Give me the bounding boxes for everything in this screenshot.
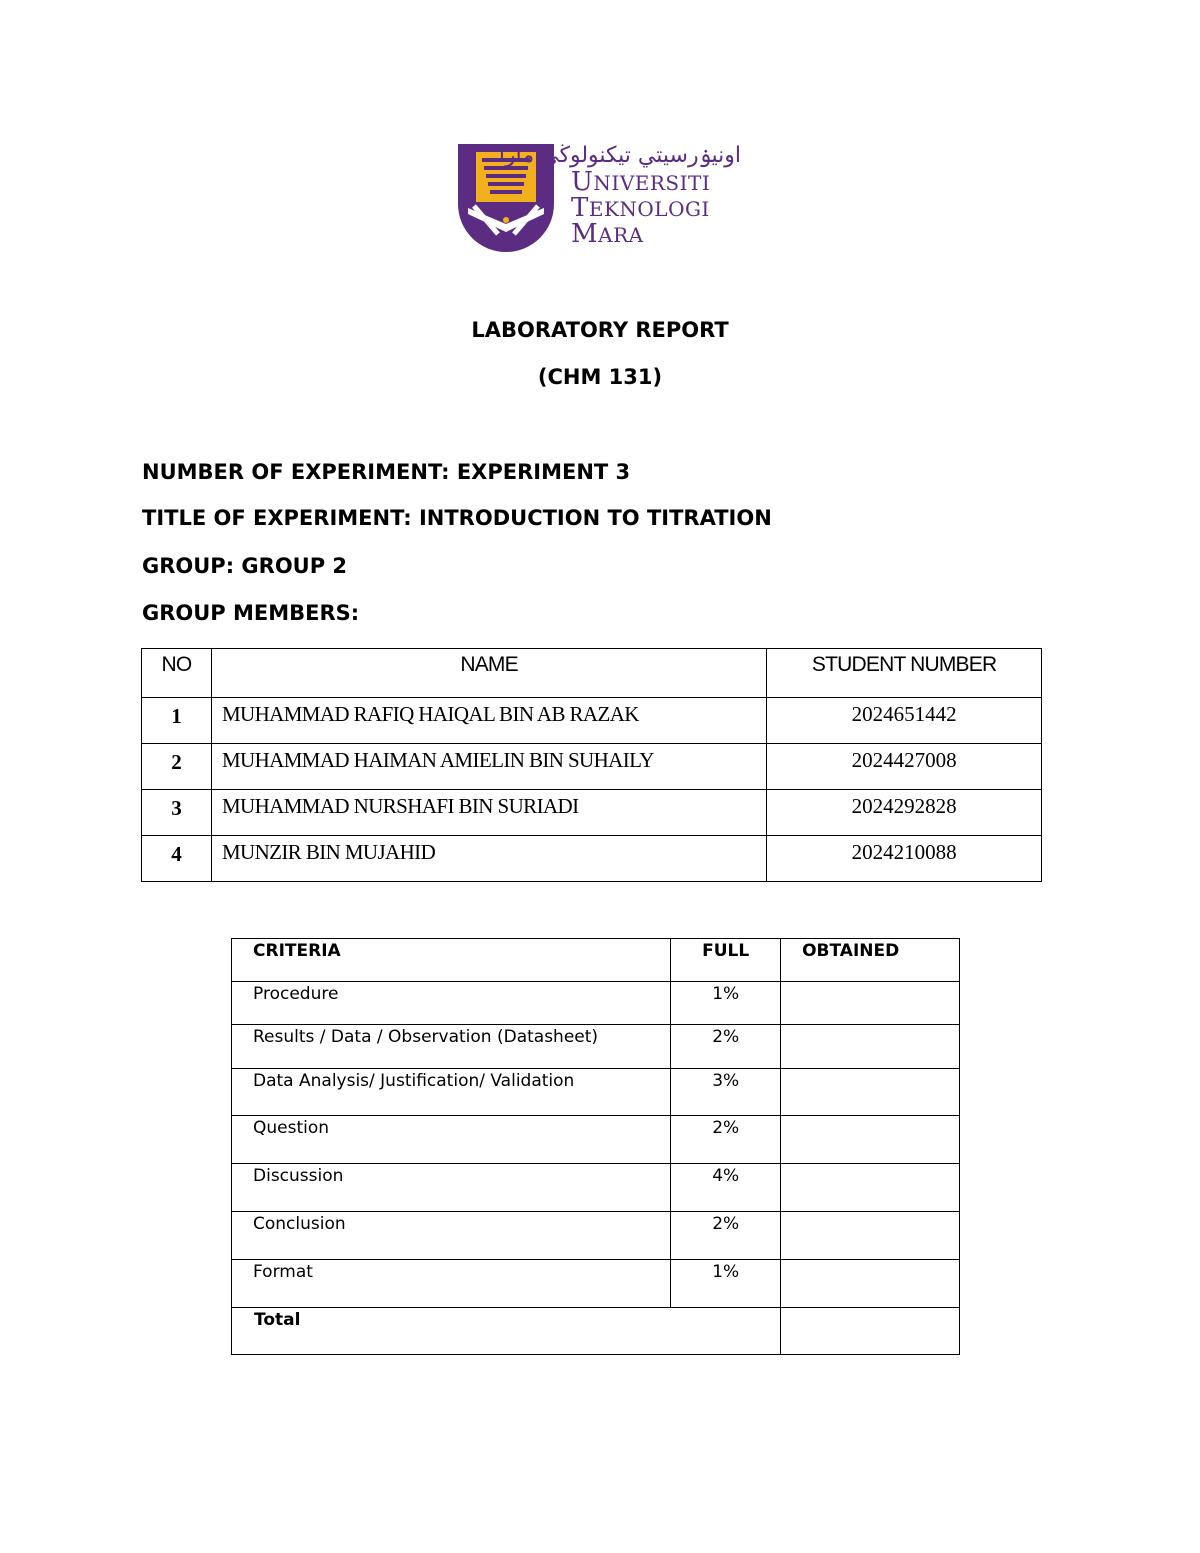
experiment-title: TITLE OF EXPERIMENT: INTRODUCTION TO TITRATION	[142, 506, 772, 530]
criteria-name: Conclusion	[232, 1212, 671, 1260]
header-student-number: STUDENT NUMBER	[767, 649, 1042, 698]
criteria-full: 1%	[671, 982, 781, 1025]
member-name: MUHAMMAD RAFIQ HAIQAL BIN AB RAZAK	[211, 698, 766, 744]
table-row	[232, 1025, 960, 1069]
total-label: Total	[232, 1308, 781, 1355]
criteria-obtained[interactable]	[781, 1260, 960, 1308]
header-name: NAME	[211, 649, 766, 698]
criteria-name: Discussion	[232, 1164, 671, 1212]
table-row	[232, 982, 960, 1025]
member-no: 4	[142, 836, 212, 882]
member-student-number: 2024651442	[767, 698, 1042, 744]
total-obtained[interactable]	[781, 1308, 960, 1355]
table-row	[232, 1069, 960, 1116]
header-full: FULL	[671, 939, 781, 982]
report-title: LABORATORY REPORT	[471, 318, 729, 342]
table-row	[142, 744, 1042, 790]
experiment-number: NUMBER OF EXPERIMENT: EXPERIMENT 3	[142, 460, 631, 484]
university-logo	[458, 142, 748, 254]
criteria-obtained[interactable]	[781, 1025, 960, 1069]
criteria-obtained[interactable]	[781, 1069, 960, 1116]
member-name: MUHAMMAD HAIMAN AMIELIN BIN SUHAILY	[211, 744, 766, 790]
criteria-table	[231, 938, 960, 1355]
member-student-number: 2024427008	[767, 744, 1042, 790]
logo-line-mara: MARA	[571, 219, 644, 249]
criteria-name: Procedure	[232, 982, 671, 1025]
header-no: NO	[142, 649, 212, 698]
member-student-number: 2024210088	[767, 836, 1042, 882]
criteria-full: 2%	[671, 1025, 781, 1069]
table-row	[232, 1116, 960, 1164]
table-row	[232, 1260, 960, 1308]
logo-line-universiti: UNIVERSITI	[571, 167, 711, 197]
criteria-full: 3%	[671, 1069, 781, 1116]
criteria-header-row	[232, 939, 960, 982]
member-name: MUHAMMAD NURSHAFI BIN SURIADI	[211, 790, 766, 836]
member-name: MUNZIR BIN MUJAHID	[211, 836, 766, 882]
table-row	[232, 1164, 960, 1212]
table-row	[232, 1212, 960, 1260]
criteria-full: 1%	[671, 1260, 781, 1308]
member-no: 1	[142, 698, 212, 744]
members-table	[141, 648, 1042, 882]
member-no: 2	[142, 744, 212, 790]
member-student-number: 2024292828	[767, 790, 1042, 836]
group-members-label: GROUP MEMBERS:	[142, 601, 360, 625]
members-header-row	[142, 649, 1042, 698]
course-code: (CHM 131)	[537, 365, 663, 389]
criteria-full: 4%	[671, 1164, 781, 1212]
table-row	[142, 836, 1042, 882]
group-label: GROUP: GROUP 2	[142, 554, 348, 578]
criteria-name: Format	[232, 1260, 671, 1308]
criteria-obtained[interactable]	[781, 1212, 960, 1260]
criteria-full: 2%	[671, 1212, 781, 1260]
total-row	[232, 1308, 960, 1355]
criteria-name: Question	[232, 1116, 671, 1164]
criteria-obtained[interactable]	[781, 1116, 960, 1164]
criteria-name: Data Analysis/ Justification/ Validation	[232, 1069, 671, 1116]
logo-line-teknologi: TEKNOLOGI	[571, 193, 710, 223]
table-row	[142, 790, 1042, 836]
criteria-full: 2%	[671, 1116, 781, 1164]
table-row	[142, 698, 1042, 744]
logo-arabic-text: اونيۏرسيتي تيكنولوڬي مارا	[498, 143, 741, 168]
criteria-name: Results / Data / Observation (Datasheet)	[232, 1025, 671, 1069]
criteria-obtained[interactable]	[781, 1164, 960, 1212]
criteria-obtained[interactable]	[781, 982, 960, 1025]
header-criteria: CRITERIA	[232, 939, 671, 982]
header-obtained: OBTAINED	[781, 939, 960, 982]
member-no: 3	[142, 790, 212, 836]
